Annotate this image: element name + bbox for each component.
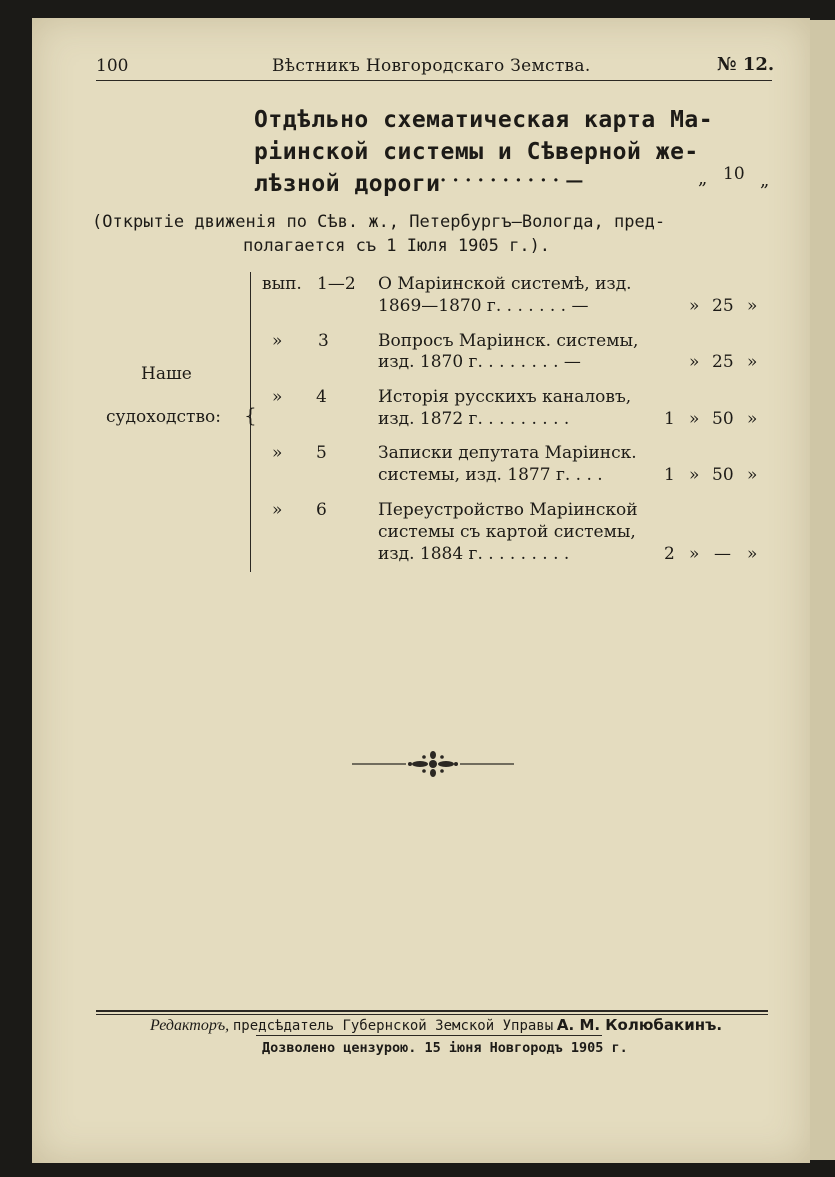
publication-year: изд. 1870 г. . . . . . . . — bbox=[378, 352, 581, 372]
header-rule bbox=[96, 80, 772, 81]
issue-number: 6 bbox=[316, 500, 327, 520]
issue-number: 3 bbox=[318, 331, 329, 351]
price-sep: » bbox=[689, 352, 700, 372]
price-end: » bbox=[747, 409, 758, 429]
price-end: » bbox=[747, 296, 758, 316]
editor-text: предсѣдатель Губернской Земской Управы bbox=[232, 1018, 554, 1034]
map-title-line1: Отдѣльно схематическая карта Ма- bbox=[254, 107, 714, 133]
price-rub: 1 bbox=[664, 465, 675, 485]
series-label-line1: Наше bbox=[141, 364, 192, 384]
issue-number: 1—2 bbox=[317, 274, 356, 294]
footer-rule-bottom bbox=[256, 1035, 602, 1036]
price-kop: 25 bbox=[712, 352, 734, 372]
map-price-mark: „ bbox=[698, 168, 708, 189]
publication-subtitle: системы съ картой системы, bbox=[378, 522, 636, 542]
issue-prefix: вып. bbox=[262, 274, 302, 294]
adjacent-page-edge bbox=[810, 20, 835, 1160]
publication-title: Переустройство Маріинской bbox=[378, 500, 638, 520]
map-note-line2: полагается съ 1 Іюля 1905 г.). bbox=[243, 236, 551, 256]
issue-number: 5 bbox=[316, 443, 327, 463]
price-rub: 2 bbox=[664, 544, 675, 564]
price-end: » bbox=[747, 544, 758, 564]
editor-label: Редакторъ, bbox=[150, 1017, 230, 1034]
price-sep: » bbox=[689, 465, 700, 485]
censor-line: Дозволено цензурою. 15 іюня Новгородъ 1905 г. bbox=[262, 1040, 628, 1056]
price-end: » bbox=[747, 465, 758, 485]
editor-line bbox=[150, 1016, 722, 1035]
brace-point: { bbox=[244, 403, 257, 427]
publication-title: Исторія русскихъ каналовъ, bbox=[378, 387, 632, 407]
price-rub: 1 bbox=[664, 409, 675, 429]
map-price-end: „ bbox=[760, 170, 770, 191]
price-end: » bbox=[747, 352, 758, 372]
publication-year: системы, изд. 1877 г. . . . bbox=[378, 465, 603, 485]
editor-name: А. М. Колюбакинъ. bbox=[556, 1016, 723, 1034]
price-sep: » bbox=[689, 409, 700, 429]
price-sep: » bbox=[689, 544, 700, 564]
publication-year: 1869—1870 г. . . . . . . — bbox=[378, 296, 589, 316]
ornament-divider bbox=[348, 750, 518, 780]
issue-number: 4 bbox=[316, 387, 327, 407]
publication-title: Записки депутата Маріинск. bbox=[378, 443, 637, 463]
running-title: Вѣстникъ Новгородскаго Земства. bbox=[272, 56, 591, 76]
price-kop: 50 bbox=[712, 409, 734, 429]
price-sep: » bbox=[689, 296, 700, 316]
issue-prefix: » bbox=[272, 500, 283, 520]
issue-prefix: » bbox=[272, 331, 283, 351]
publication-title: Вопросъ Маріинск. системы, bbox=[378, 331, 639, 351]
publication-year: изд. 1884 г. . . . . . . . . bbox=[378, 544, 570, 564]
page-number: 100 bbox=[96, 56, 129, 76]
map-note-line1: (Открытіе движенія по Сѣв. ж., Петербургъ—Вологда, пред- bbox=[92, 212, 666, 232]
map-title-line2: ріинской системы и Сѣверной же- bbox=[254, 139, 699, 165]
price-kop: 25 bbox=[712, 296, 734, 316]
price-kop: — bbox=[714, 544, 731, 564]
publication-year: изд. 1872 г. . . . . . . . . bbox=[378, 409, 570, 429]
publication-title: О Маріинской системѣ, изд. bbox=[378, 274, 632, 294]
issue-prefix: » bbox=[272, 387, 283, 407]
price-kop: 50 bbox=[712, 465, 734, 485]
footer-rule-top bbox=[96, 1010, 768, 1012]
issue-number: № 12. bbox=[717, 54, 775, 75]
issue-prefix: » bbox=[272, 443, 283, 463]
series-label-line2: судоходство: bbox=[106, 407, 221, 427]
map-title-line3: лѣзной дороги bbox=[254, 171, 441, 197]
footer-rule-second bbox=[96, 1014, 768, 1015]
map-leader-dots: · · · · · · · · · · — bbox=[440, 170, 584, 191]
map-price: 10 bbox=[723, 164, 745, 184]
